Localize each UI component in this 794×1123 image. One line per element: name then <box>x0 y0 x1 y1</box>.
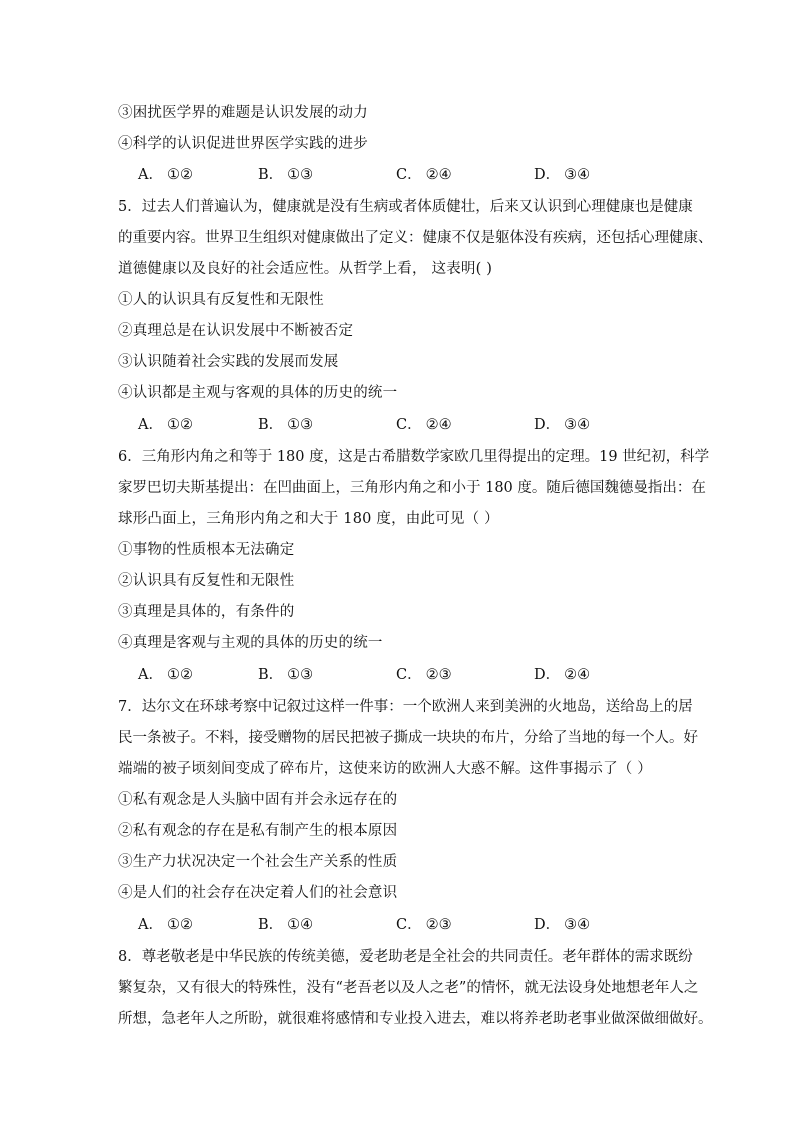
q6-option-b[interactable] <box>258 666 313 684</box>
option-letter: B． <box>258 167 284 183</box>
q4-item-3: ③困扰医学界的难题是认识发展的动力 <box>118 105 368 121</box>
option-value: ①② <box>166 917 193 933</box>
option-letter: B． <box>258 917 284 933</box>
option-letter: A． <box>138 917 163 933</box>
q5-option-d[interactable] <box>534 416 590 434</box>
q6-option-d[interactable] <box>534 666 590 684</box>
option-letter: A． <box>138 417 163 433</box>
option-letter: C． <box>396 167 422 183</box>
q7-option-a[interactable] <box>138 916 193 934</box>
q5-options <box>118 416 678 434</box>
option-value: ①④ <box>287 917 314 933</box>
q6-item-3: ③真理是具体的，有条件的 <box>118 604 295 620</box>
option-value: ①② <box>166 667 193 683</box>
q8-stem-line-3: 所想，急老年人之所盼，就很难将感情和专业投入进去，难以将养老助老事业做深做细做好。 <box>118 1011 713 1027</box>
q7-item-4: ④是人们的社会存在决定着人们的社会意识 <box>118 885 398 901</box>
option-letter: D． <box>534 167 561 183</box>
q6-item-2: ②认识具有反复性和无限性 <box>118 573 295 589</box>
q5-item-1: ①人的认识具有反复性和无限性 <box>118 292 324 308</box>
option-value: ①② <box>166 417 193 433</box>
q6-option-a[interactable] <box>138 666 193 684</box>
option-value: ①③ <box>287 167 314 183</box>
option-value: ③④ <box>564 917 591 933</box>
q5-stem-line-3: 道德健康以及良好的社会适应性。从哲学上看， 这表明( ) <box>118 261 493 277</box>
q8-stem-line-2: 繁复杂，又有很大的特殊性，没有“老吾老以及人之老”的情怀，就无法设身处地想老年人之 <box>118 980 699 996</box>
q5-stem-line-1: 5．过去人们普遍认为，健康就是没有生病或者体质健壮，后来又认识到心理健康也是健康 <box>118 199 693 215</box>
q4-option-b[interactable] <box>258 166 313 184</box>
option-value: ②③ <box>425 917 452 933</box>
option-value: ①③ <box>287 667 314 683</box>
q6-item-4: ④真理是客观与主观的具体的历史的统一 <box>118 635 383 651</box>
option-letter: D． <box>534 417 561 433</box>
option-value: ①③ <box>287 417 314 433</box>
q5-stem-line-2: 的重要内容。世界卫生组织对健康做出了定义：健康不仅是躯体没有疾病，还包括心理健康、 <box>118 230 713 246</box>
option-letter: B． <box>258 667 284 683</box>
option-value: ②③ <box>425 667 452 683</box>
q5-item-3: ③认识随着社会实践的发展而发展 <box>118 354 339 370</box>
option-letter: A． <box>138 167 163 183</box>
q7-option-b[interactable] <box>258 916 313 934</box>
option-value: ②④ <box>564 667 591 683</box>
q6-stem-line-2: 家罗巴切夫斯基提出：在凹曲面上，三角形内角之和小于 180 度。随后德国魏德曼指出：在 <box>118 480 706 496</box>
q7-option-c[interactable] <box>396 916 452 934</box>
q5-option-c[interactable] <box>396 416 452 434</box>
option-letter: C． <box>396 667 422 683</box>
q4-option-d[interactable] <box>534 166 590 184</box>
option-value: ②④ <box>425 167 452 183</box>
option-letter: C． <box>396 417 422 433</box>
q7-options <box>118 916 678 934</box>
q7-item-2: ②私有观念的存在是私有制产生的根本原因 <box>118 823 398 839</box>
q6-options <box>118 666 678 684</box>
q7-stem-line-3: 端端的被子顷刻间变成了碎布片，这使来访的欧洲人大惑不解。这件事揭示了（ ） <box>118 761 653 777</box>
option-letter: C． <box>396 917 422 933</box>
q6-item-1: ①事物的性质根本无法确定 <box>118 542 295 558</box>
option-value: ③④ <box>564 167 591 183</box>
option-letter: D． <box>534 667 561 683</box>
option-letter: B． <box>258 417 284 433</box>
option-letter: D． <box>534 917 561 933</box>
q4-options <box>118 166 678 184</box>
q6-stem-line-3: 球形凸面上，三角形内角之和大于 180 度，由此可见（ ） <box>118 511 499 527</box>
option-value: ③④ <box>564 417 591 433</box>
q7-stem-line-1: 7．达尔文在环球考察中记叙过这样一件事：一个欧洲人来到美洲的火地岛，送给岛上的居 <box>118 699 693 715</box>
q7-stem-line-2: 民一条被子。不料，接受赠物的居民把被子撕成一块块的布片，分给了当地的每一个人。好 <box>118 730 698 746</box>
q7-item-1: ①私有观念是人头脑中固有并会永远存在的 <box>118 792 398 808</box>
q4-option-c[interactable] <box>396 166 452 184</box>
q4-option-a[interactable] <box>138 166 193 184</box>
q7-item-3: ③生产力状况决定一个社会生产关系的性质 <box>118 854 398 870</box>
q5-item-4: ④认识都是主观与客观的具体的历史的统一 <box>118 385 398 401</box>
q5-item-2: ②真理总是在认识发展中不断被否定 <box>118 323 354 339</box>
q5-option-a[interactable] <box>138 416 193 434</box>
q4-item-4: ④科学的认识促进世界医学实践的进步 <box>118 136 368 152</box>
option-letter: A． <box>138 667 163 683</box>
q5-option-b[interactable] <box>258 416 313 434</box>
option-value: ②④ <box>425 417 452 433</box>
option-value: ①② <box>166 167 193 183</box>
q7-option-d[interactable] <box>534 916 590 934</box>
q6-stem-line-1: 6．三角形内角之和等于 180 度，这是古希腊数学家欧几里得提出的定理。19 世纪初，科学 <box>118 449 710 465</box>
q6-option-c[interactable] <box>396 666 452 684</box>
q8-stem-line-1: 8．尊老敬老是中华民族的传统美德，爱老助老是全社会的共同责任。老年群体的需求既纷 <box>118 949 693 965</box>
